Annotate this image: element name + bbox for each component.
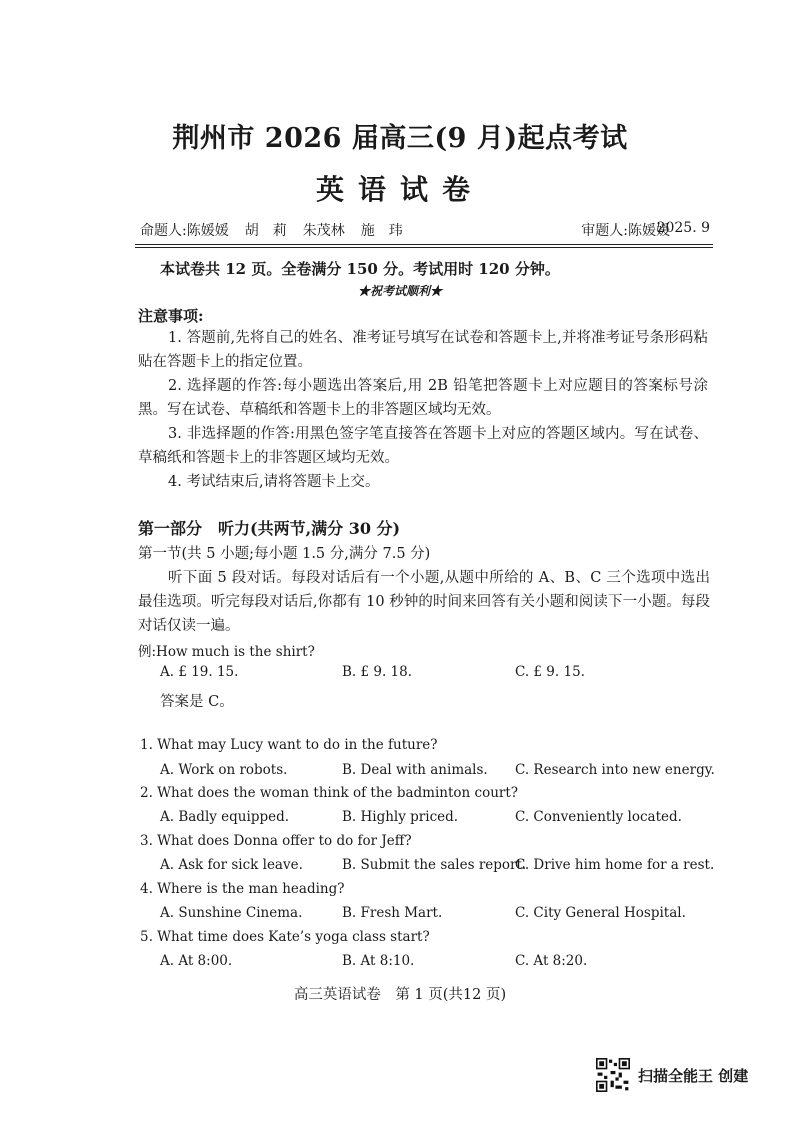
exam-subject: 英语试卷 — [315, 173, 484, 206]
section-title: 第一节(共 5 小题;每小题 1.5 分,满分 7.5 分) — [138, 546, 431, 562]
header-divider — [135, 247, 713, 248]
notice-item: 2. 选择题的作答:每小题选出答案后,用 2B 铅笔把答题卡上对应题目的答案标号涂黑。写在试卷、草稿纸和答题卡上的非答题区域均无效。 — [138, 378, 708, 418]
question: 4. Where is the man heading? — [140, 881, 345, 897]
notice-item: 1. 答题前,先将自己的姓名、准考证号填写在试卷和答题卡上,并将准考证号条形码粘贴在答题卡上的指定位置。 — [138, 330, 708, 370]
section-instructions: 听下面 5 段对话。每段对话后有一个小题,从题中所给的 A、B、C 三个选项中选出最佳选项。听完每段对话后,你都有 10 秒钟的时间来回答有关小题和阅读下一小题。每段对话仅读一遍。 — [138, 570, 710, 634]
part-title: 第一部分 听力(共两节,满分 30 分) — [138, 519, 401, 538]
scanner-watermark — [596, 1058, 748, 1092]
option-b: B. Deal with animals. — [342, 762, 488, 778]
setters — [140, 220, 403, 240]
good-luck-note: ★祝考试顺利★ — [357, 284, 442, 298]
notice-list — [138, 326, 708, 494]
page-footer: 高三英语试卷 第 1 页(共12 页) — [293, 987, 507, 1003]
setter-name: 胡 莉 — [244, 223, 287, 239]
qr-code-icon — [596, 1058, 630, 1092]
exam-title: 荆州市 2026 届高三(9 月)起点考试 — [172, 123, 628, 154]
example-question: 例:How much is the shirt? — [138, 644, 315, 660]
setter-label: 命题人:陈媛媛 — [140, 223, 229, 239]
exam-info: 本试卷共 12 页。全卷满分 150 分。考试用时 120 分钟。 — [160, 260, 560, 278]
notice-item: 3. 非选择题的作答:用黑色签字笔直接答在答题卡上对应的答题区域内。写在试卷、草稿纸和答题卡上的非答题区域均无效。 — [138, 426, 708, 466]
question: 1. What may Lucy want to do in the future? — [140, 737, 438, 753]
option-b: B. Fresh Mart. — [342, 905, 443, 921]
exam-meta — [140, 220, 710, 240]
notice-item: 4. 考试结束后,请将答题卡上交。 — [168, 474, 380, 490]
question: 3. What does Donna offer to do for Jeff? — [140, 833, 412, 849]
watermark-text: 扫描全能王 创建 — [638, 1066, 749, 1085]
option-a: A. Badly equipped. — [160, 809, 290, 825]
option-b: B. £ 9. 18. — [342, 664, 413, 680]
setter-name: 朱茂林 — [302, 223, 345, 239]
option-c: C. At 8:20. — [515, 953, 588, 969]
notice-title: 注意事项: — [138, 307, 204, 325]
exam-date: 2025. 9 — [656, 220, 710, 236]
option-c: C. City General Hospital. — [515, 905, 686, 921]
option-a: A. Sunshine Cinema. — [160, 905, 303, 921]
question: 5. What time does Kate’s yoga class start? — [140, 929, 430, 945]
option-b: B. Highly priced. — [342, 809, 459, 825]
option-a: A. At 8:00. — [160, 953, 233, 969]
reviewer: 审题人:陈媛媛 — [581, 223, 670, 239]
option-a: A. £ 19. 15. — [160, 664, 239, 680]
setter-name: 施 玮 — [360, 223, 403, 239]
option-c: C. Conveniently located. — [515, 809, 682, 825]
option-c: C. Research into new energy. — [515, 762, 715, 778]
option-b: B. Submit the sales report. — [342, 857, 527, 873]
option-a: A. Ask for sick leave. — [160, 857, 303, 873]
question: 2. What does the woman think of the badminton court? — [140, 785, 519, 801]
example-answer: 答案是 C。 — [160, 694, 234, 710]
option-a: A. Work on robots. — [160, 762, 288, 778]
option-c: C. Drive him home for a rest. — [515, 857, 715, 873]
header-divider — [135, 244, 713, 245]
option-c: C. £ 9. 15. — [515, 664, 585, 680]
option-b: B. At 8:10. — [342, 953, 415, 969]
